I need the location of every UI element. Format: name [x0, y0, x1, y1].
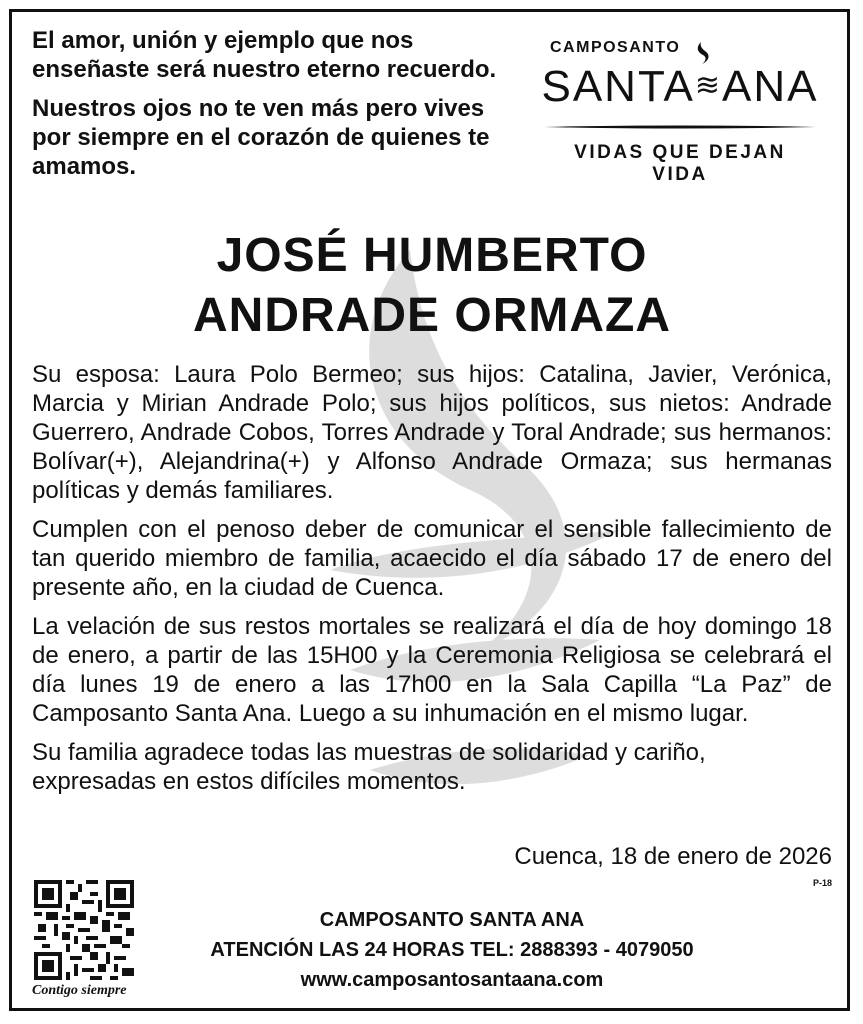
qr-code-icon[interactable] — [34, 880, 134, 980]
announcement-paragraph: Cumplen con el penoso deber de comunicar el sensible fallecimiento de tan querido miembro de familia, acaecido el día sábado 17 de enero del presente año, en la ciudad de Cuenca. — [32, 516, 832, 601]
logo-santa-ana — [540, 62, 820, 112]
dedication-line-1: El amor, unión y ejemplo que nos enseñaste será nuestro eterno recuerdo. — [32, 27, 497, 83]
logo-tagline: VIDAS QUE DEJAN VIDA — [574, 142, 786, 185]
deceased-first-names: JOSÉ HUMBERTO — [216, 229, 648, 282]
logo-santa-text: SANTA — [541, 62, 695, 111]
intro-dedication — [32, 26, 502, 191]
logo-wave-icon: ≋ — [694, 69, 723, 102]
footer-company-name: CAMPOSANTO SANTA ANA — [319, 909, 585, 931]
page-code: P-18 — [812, 878, 832, 888]
logo-flame-icon — [692, 42, 712, 64]
city-date: Cuenca, 18 de enero de 2026 — [514, 843, 832, 870]
notice-body — [32, 360, 832, 806]
deceased-surnames: ANDRADE ORMAZA — [193, 289, 671, 342]
dedication-line-2: Nuestros ojos no te ven más pero vives por siempre en el corazón de quienes te amamos. — [32, 95, 490, 180]
ceremony-paragraph: La velación de sus restos mortales se realizará el día de hoy domingo 18 de enero, a partir de las 15H00 y la Ceremonia Religiosa se celebrará el día lunes 19 de enero a las 17h00 en la Sala Capilla “La Paz” de Camposanto Santa Ana. Luego a su inhumación en el mismo lugar. — [32, 613, 832, 727]
footer-contact — [150, 905, 754, 995]
logo-camposanto-text: CAMPOSANTO — [550, 39, 681, 56]
footer-phones: ATENCIÓN LAS 24 HORAS TEL: 2888393 - 4079050 — [210, 939, 694, 961]
camposanto-logo — [536, 36, 821, 185]
qr-caption: Contigo siempre — [32, 983, 127, 998]
footer-website-link[interactable]: www.camposantosantaana.com — [300, 969, 604, 991]
thanks-paragraph: Su familia agradece todas las muestras de solidaridad y cariño, expresadas en estos difíciles momentos. — [32, 739, 706, 795]
logo-divider — [544, 125, 816, 129]
logo-ana-text: ANA — [722, 62, 819, 111]
family-paragraph: Su esposa: Laura Polo Bermeo; sus hijos: Catalina, Javier, Verónica, Marcia y Mirian Andrade Polo; sus hijos políticos, sus nietos: Andrade Guerrero, Andrade Cobos, Torres Andrade y Toral Andrade; sus hermanos: Bolívar(+), Alejandrina(+) y Alfonso Andrade Ormaza; sus hermanas políticas y demás familiares. — [32, 361, 832, 504]
deceased-name — [32, 226, 832, 346]
